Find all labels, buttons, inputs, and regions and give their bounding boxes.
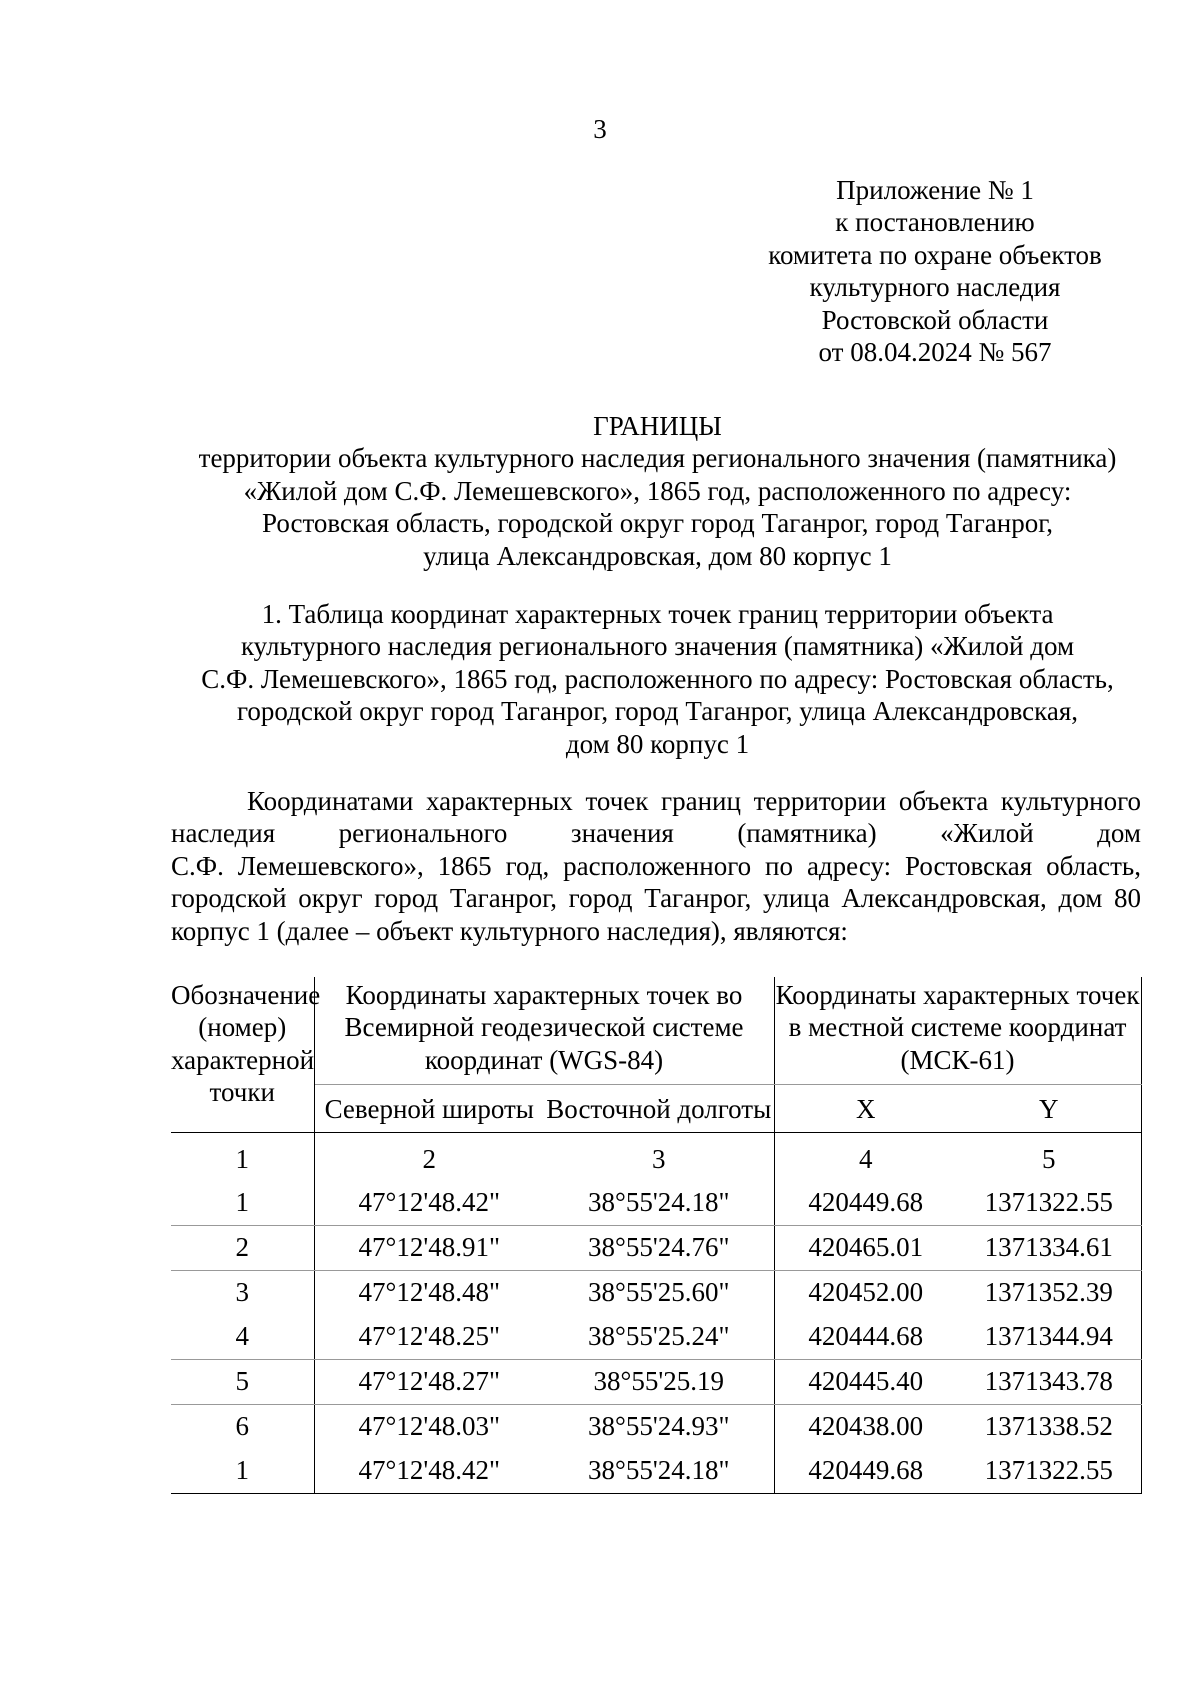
coordinates-table bbox=[171, 977, 1142, 1494]
cell-y: 1371343.78 bbox=[957, 1359, 1141, 1404]
column-number-row bbox=[171, 1132, 1141, 1181]
section-line: 1. Таблица координат характерных точек границ территории объекта bbox=[261, 599, 1054, 629]
cell-y: 1371322.55 bbox=[957, 1449, 1141, 1494]
cell-id: 1 bbox=[171, 1449, 314, 1494]
section-line: культурного наследия регионального значения (памятника) «Жилой дом bbox=[240, 631, 1075, 662]
appendix-line: Ростовской области bbox=[821, 304, 1049, 335]
table-row bbox=[171, 1270, 1141, 1315]
paragraph-line: наследия регионального значения (памятника) «Жилой дом bbox=[171, 818, 1141, 849]
cell-north: 47°12'48.03" bbox=[358, 1411, 500, 1442]
table-row bbox=[171, 1225, 1141, 1270]
cell-x: 420445.40 bbox=[774, 1359, 957, 1404]
header-x: X bbox=[774, 1085, 957, 1132]
column-number: 1 bbox=[171, 1132, 314, 1181]
cell-east: 38°55'24.18" bbox=[544, 1181, 774, 1226]
cell-id: 1 bbox=[171, 1181, 314, 1226]
header-y: Y bbox=[957, 1085, 1141, 1132]
table-row bbox=[171, 1449, 1141, 1494]
column-number: 2 bbox=[422, 1143, 436, 1174]
cell-north: 47°12'48.91" bbox=[314, 1225, 544, 1270]
paragraph-line: корпус 1 (далее – объект культурного наследия), являются: bbox=[171, 915, 848, 946]
section-line: С.Ф. Лемешевского», 1865 год, расположенного по адресу: Ростовская область, bbox=[201, 663, 1114, 694]
cell-id: 6 bbox=[171, 1404, 314, 1449]
title-heading: ГРАНИЦЫ bbox=[593, 411, 722, 441]
title-line: «Жилой дом С.Ф. Лемешевского», 1865 год, расположенного по адресу: bbox=[243, 475, 1072, 506]
table-header-row bbox=[171, 977, 1141, 1085]
cell-y: 1371344.94 bbox=[957, 1315, 1141, 1360]
header-wgs: Координаты характерных точек во Всемирной геодезической системе координат (WGS-84) bbox=[314, 977, 774, 1085]
cell-id: 5 bbox=[171, 1359, 314, 1404]
cell-x: 420449.68 bbox=[774, 1181, 957, 1226]
cell-y: 1371338.52 bbox=[957, 1404, 1141, 1449]
appendix-line: Приложение № 1 bbox=[836, 175, 1034, 205]
title-line: улица Александровская, дом 80 корпус 1 bbox=[423, 540, 892, 571]
header-msk: Координаты характерных точек в местной системе координат (МСК-61) bbox=[774, 977, 1141, 1085]
page-number: 3 bbox=[593, 114, 607, 144]
cell-north: 47°12'48.48" bbox=[358, 1277, 500, 1308]
cell-x: 420452.00 bbox=[808, 1277, 924, 1308]
section-heading bbox=[160, 598, 1155, 760]
appendix-line: к постановлению bbox=[835, 207, 1035, 238]
appendix-line: от 08.04.2024 № 567 bbox=[818, 337, 1052, 368]
body-paragraph bbox=[171, 785, 1141, 947]
cell-x: 420444.68 bbox=[774, 1315, 957, 1360]
cell-x: 420449.68 bbox=[774, 1449, 957, 1494]
appendix-block bbox=[740, 174, 1130, 368]
table-row bbox=[171, 1404, 1141, 1449]
paragraph-line: С.Ф. Лемешевского», 1865 год, расположенного по адресу: Ростовская область, bbox=[171, 850, 1141, 881]
title-line: территории объекта культурного наследия регионального значения (памятника) bbox=[198, 443, 1117, 474]
paragraph-line: городской округ город Таганрог, город Таганрог, улица Александровская, дом 80 bbox=[171, 883, 1141, 914]
cell-y: 1371322.55 bbox=[957, 1181, 1141, 1226]
cell-east: 38°55'25.24" bbox=[544, 1315, 774, 1360]
cell-east: 38°55'25.60" bbox=[544, 1270, 774, 1315]
cell-east: 38°55'24.76" bbox=[544, 1225, 774, 1270]
cell-y: 1371334.61 bbox=[957, 1225, 1141, 1270]
cell-east: 38°55'24.93" bbox=[544, 1404, 774, 1449]
cell-id: 4 bbox=[171, 1315, 314, 1360]
header-point-id: Обозначение (номер) характерной точки bbox=[171, 977, 314, 1132]
cell-y: 1371352.39 bbox=[957, 1270, 1141, 1315]
paragraph-line: Координатами характерных точек границ территории объекта культурного bbox=[247, 786, 1141, 816]
section-line: городской округ город Таганрог, город Таганрог, улица Александровская, bbox=[236, 696, 1079, 727]
title-line: Ростовская область, городской округ город Таганрог, город Таганрог, bbox=[261, 508, 1054, 539]
cell-north: 47°12'48.42" bbox=[314, 1449, 544, 1494]
column-number: 4 bbox=[859, 1143, 873, 1174]
table-row bbox=[171, 1359, 1141, 1404]
column-number: 3 bbox=[544, 1132, 774, 1181]
appendix-line: культурного наследия bbox=[809, 272, 1061, 303]
appendix-line: комитета по охране объектов bbox=[768, 239, 1102, 270]
header-east: Восточной долготы bbox=[544, 1085, 774, 1132]
cell-east: 38°55'25.19 bbox=[544, 1359, 774, 1404]
cell-x: 420438.00 bbox=[808, 1411, 924, 1442]
document-title bbox=[160, 410, 1155, 572]
table-subheader-row bbox=[171, 1085, 1141, 1132]
cell-north: 47°12'48.27" bbox=[314, 1359, 544, 1404]
cell-east: 38°55'24.18" bbox=[544, 1449, 774, 1494]
cell-id: 3 bbox=[171, 1270, 314, 1315]
cell-id: 2 bbox=[171, 1225, 314, 1270]
cell-north: 47°12'48.25" bbox=[314, 1315, 544, 1360]
section-line: дом 80 корпус 1 bbox=[565, 728, 750, 759]
cell-north: 47°12'48.42" bbox=[314, 1181, 544, 1226]
table-row bbox=[171, 1181, 1141, 1226]
header-north: Северной широты bbox=[314, 1085, 544, 1132]
cell-x: 420465.01 bbox=[774, 1225, 957, 1270]
column-number: 5 bbox=[957, 1132, 1141, 1181]
table-row bbox=[171, 1315, 1141, 1360]
